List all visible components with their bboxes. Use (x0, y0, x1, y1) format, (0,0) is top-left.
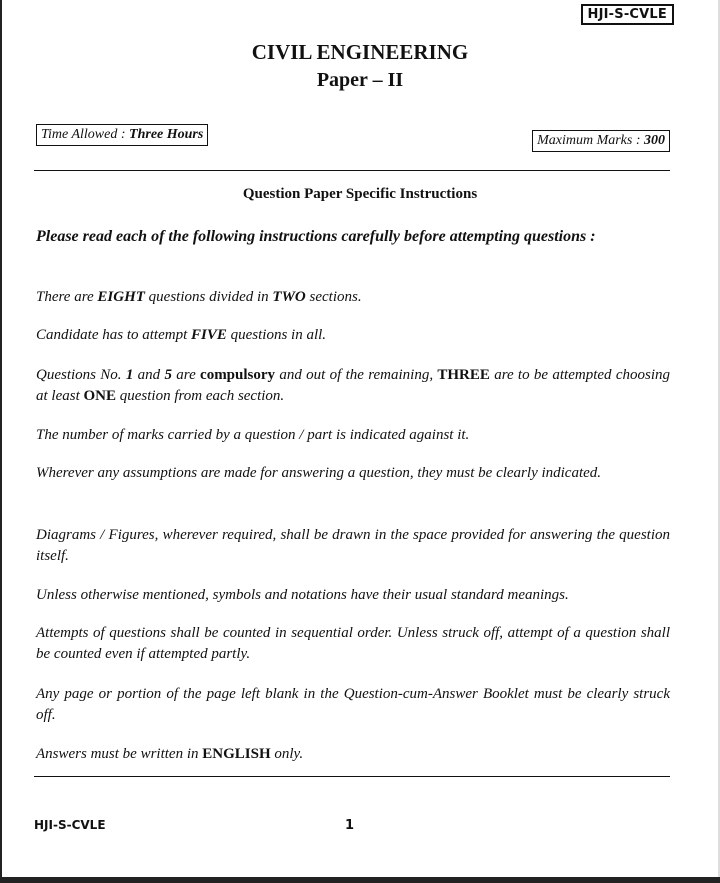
scan-left-edge (0, 0, 2, 883)
instruction-item: Diagrams / Figures, wherever required, shall be drawn in the space provided for answering the question itself. (36, 527, 670, 564)
page-number: 1 (345, 818, 355, 833)
time-allowed-box (36, 124, 208, 146)
divider-top (34, 170, 670, 171)
paper-title: CIVIL ENGINEERING (251, 40, 469, 64)
footer-paper-code: HJI-S-CVLE (34, 818, 106, 832)
instruction-item: The number of marks carried by a question / part is indicated against it. (36, 427, 470, 443)
instruction-item: There are EIGHT questions divided in TWO sections. (36, 289, 362, 305)
instruction-item: Attempts of questions shall be counted in sequential order. Unless struck off, attempt of a question shall be counted even if attempted partly. (36, 625, 670, 662)
time-allowed-value: Three Hours (129, 127, 204, 142)
instruction-item: Answers must be written in ENGLISH only. (36, 746, 304, 762)
instruction-item: Any page or portion of the page left blank in the Question-cum-Answer Booklet must be clearly struck off. (36, 686, 670, 723)
maximum-marks-value: 300 (644, 133, 665, 148)
instruction-item: Wherever any assumptions are made for answering a question, they must be clearly indicated. (36, 465, 602, 481)
paper-code-badge: HJI-S-CVLE (581, 4, 674, 25)
time-allowed-label: Time Allowed : (41, 127, 130, 142)
scan-bottom-edge (0, 877, 720, 883)
instruction-item: Candidate has to attempt FIVE questions in all. (36, 327, 327, 343)
maximum-marks-label: Maximum Marks : (537, 133, 644, 148)
paper-subtitle: Paper – II (316, 69, 404, 91)
instructions-heading: Question Paper Specific Instructions (242, 186, 478, 202)
divider-bottom (34, 776, 670, 777)
instruction-item: Unless otherwise mentioned, symbols and notations have their usual standard meanings. (36, 587, 569, 603)
maximum-marks-box (532, 130, 670, 152)
lead-instruction: Please read each of the following instructions carefully before attempting questions : (36, 228, 596, 245)
instruction-item: Questions No. 1 and 5 are compulsory and out of the remaining, THREE are to be attempted choosing at least ONE question from each section. (36, 367, 670, 404)
